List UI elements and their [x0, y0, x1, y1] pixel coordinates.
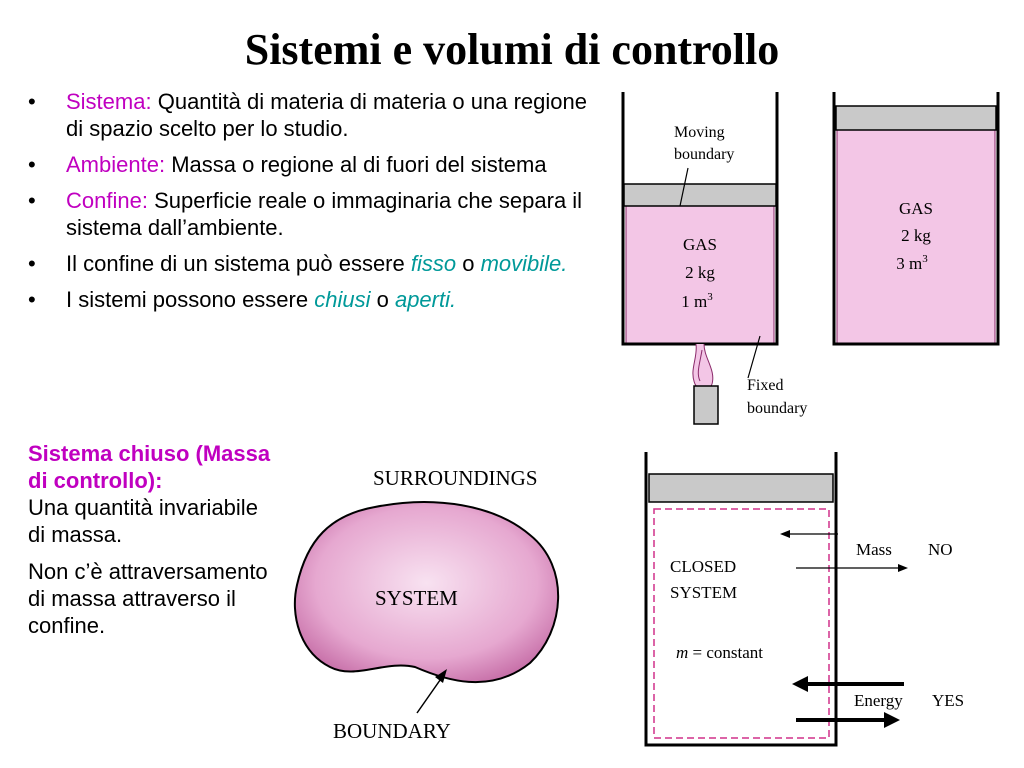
mass-constant-label [676, 643, 763, 662]
term-separator: : [158, 152, 166, 177]
flame-icon [693, 344, 713, 392]
fixed-boundary-label-2: boundary [747, 400, 808, 417]
mass-label: Mass [856, 540, 892, 559]
boundary-label: BOUNDARY [333, 719, 451, 743]
gas2-mass: 2 kg [901, 226, 931, 245]
bullet-item [28, 151, 608, 178]
bullet-item [28, 187, 608, 241]
energy-label: Energy [854, 691, 903, 710]
bullet-marker: • [28, 251, 36, 276]
expanded-gas-figure [826, 88, 1006, 353]
closed-system-label-1: CLOSED [670, 557, 737, 576]
bullet-item [28, 88, 608, 142]
term-confine: Confine [66, 188, 142, 213]
definition-text: Superficie reale o immaginaria che separa il sistema dall’ambiente. [66, 188, 583, 240]
emphasis-fisso: fisso [410, 251, 457, 276]
mass-in-arrowhead [780, 530, 790, 538]
definition-text: Quantità di materia di materia o una regione di spazio scelto per lo studio. [66, 89, 587, 141]
bullet-period: . [561, 251, 568, 276]
mass-answer: NO [928, 540, 953, 559]
piston [624, 184, 776, 206]
gas1-volume-exp: 3 [707, 291, 713, 303]
bullet-marker: • [28, 287, 36, 312]
bullet-marker: • [28, 152, 36, 177]
closed-system-text [28, 440, 278, 649]
dashed-system-boundary [654, 509, 829, 738]
surroundings-label: SURROUNDINGS [373, 466, 538, 490]
term-separator: : [141, 188, 148, 213]
burner-pipe [694, 386, 718, 424]
moving-boundary-label-1: Moving [674, 124, 725, 141]
gas2-volume-value: 3 m [896, 254, 923, 273]
emphasis-aperti: aperti [394, 287, 450, 312]
piston [836, 106, 996, 130]
gas1-name: GAS [682, 235, 718, 254]
closed-system-figure [636, 448, 986, 758]
definition-text: Massa o regione al di fuori del sistema [165, 152, 547, 177]
closed-system-definition: Una quantità invariabile di massa. [28, 495, 258, 547]
bullet-text: Il confine di un sistema può essere [66, 251, 411, 276]
mass-out-arrowhead [898, 564, 908, 572]
term-ambiente: Ambiente [66, 152, 159, 177]
bullet-period: . [450, 287, 457, 312]
gas1-volume-value: 1 m [681, 292, 708, 311]
gas2-name: GAS [898, 199, 934, 218]
bullet-text: o [370, 287, 395, 312]
bullet-marker: • [28, 188, 36, 213]
piston [649, 474, 833, 502]
page-title: Sistemi e volumi di controllo [244, 25, 780, 74]
emphasis-chiusi: chiusi [314, 287, 371, 312]
moving-boundary-figure [600, 88, 820, 433]
closed-system-note: Non c’è attraversamento di massa attraverso il confine. [28, 559, 268, 638]
bullet-marker: • [28, 89, 36, 114]
gas1-mass: 2 kg [685, 263, 715, 282]
bullet-text: o [456, 251, 481, 276]
definitions-list [28, 88, 608, 322]
system-label: SYSTEM [375, 586, 458, 610]
fixed-boundary-label-1: Fixed [747, 377, 784, 394]
bullet-item [28, 286, 608, 313]
term-separator: : [145, 89, 152, 114]
energy-out-arrowhead [884, 712, 900, 728]
energy-answer: YES [932, 691, 965, 710]
moving-boundary-label-2: boundary [674, 146, 735, 163]
energy-in-arrowhead [792, 676, 808, 692]
mass-constant-text: = constant [688, 643, 764, 662]
closed-system-heading: Sistema chiuso (Massa di controllo): [28, 441, 271, 493]
bullet-item [28, 250, 608, 277]
system-boundary-figure [285, 455, 615, 755]
gas2-volume-exp: 3 [922, 253, 928, 265]
mass-symbol: m [676, 643, 689, 662]
emphasis-movibile: movibile [480, 251, 562, 276]
closed-system-label-2: SYSTEM [670, 583, 738, 602]
term-sistema: Sistema [66, 89, 146, 114]
bullet-text: I sistemi possono essere [66, 287, 315, 312]
